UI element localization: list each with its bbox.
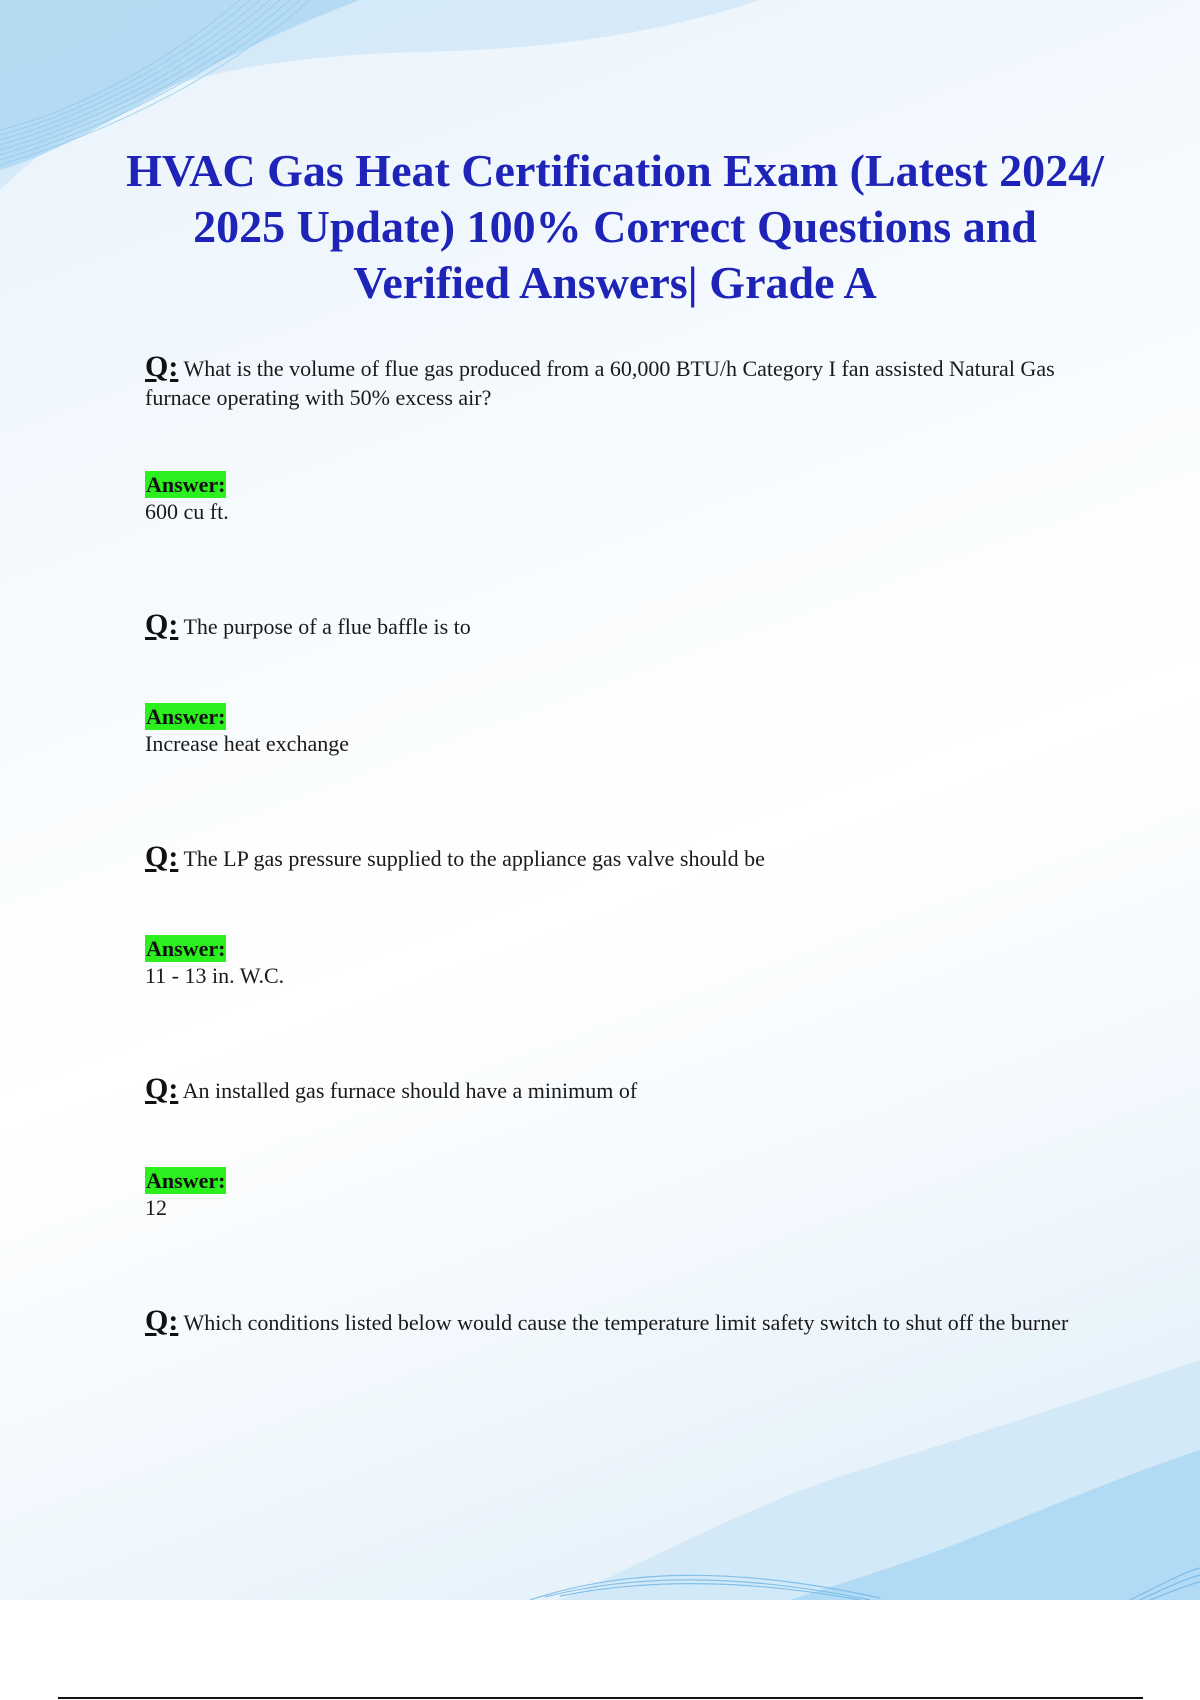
question-text: Which conditions listed below would cause the temperature limit safety switch to shut off the burner (183, 1310, 1069, 1335)
question-2 (145, 610, 1085, 641)
qa-item-3 (145, 842, 1085, 873)
question-text: The purpose of a flue baffle is to (183, 614, 471, 639)
answer-label: Answer: (146, 704, 226, 729)
question-text: What is the volume of flue gas produced from a 60,000 BTU/h Category I fan assisted Natural Gas furnace operating with 50% excess air? (145, 356, 1055, 410)
answer-text: 600 cu ft. (145, 499, 229, 524)
answer-label: Answer: (146, 472, 226, 497)
question-text: The LP gas pressure supplied to the appliance gas valve should be (183, 846, 765, 871)
answer-3 (145, 935, 1085, 989)
qa-item-4 (145, 1074, 1085, 1105)
answer-label: Answer: (146, 1168, 226, 1193)
answer-label: Answer: (146, 936, 226, 961)
document-title: HVAC Gas Heat Certification Exam (Latest 2024/ 2025 Update) 100% Correct Questions and Verified Answers| Grade A (126, 145, 1104, 308)
question-label: Q: (145, 840, 179, 873)
question-label: Q: (145, 350, 179, 383)
answer-4 (145, 1167, 1085, 1221)
qa-item-2 (145, 610, 1085, 641)
footer-divider (58, 1697, 1143, 1699)
qa-item-5 (145, 1306, 1085, 1337)
question-label: Q: (145, 608, 179, 641)
question-4 (145, 1074, 1085, 1105)
answer-2 (145, 703, 1085, 757)
question-1 (145, 352, 1085, 412)
question-3 (145, 842, 1085, 873)
question-label: Q: (145, 1304, 179, 1337)
question-text: An installed gas furnace should have a minimum of (182, 1078, 638, 1103)
answer-text: 12 (145, 1195, 167, 1220)
answer-1 (145, 471, 1085, 525)
qa-item-1 (145, 352, 1085, 412)
question-5 (145, 1306, 1085, 1337)
answer-text: Increase heat exchange (145, 731, 349, 756)
answer-text: 11 - 13 in. W.C. (145, 963, 285, 988)
question-label: Q: (145, 1072, 179, 1105)
